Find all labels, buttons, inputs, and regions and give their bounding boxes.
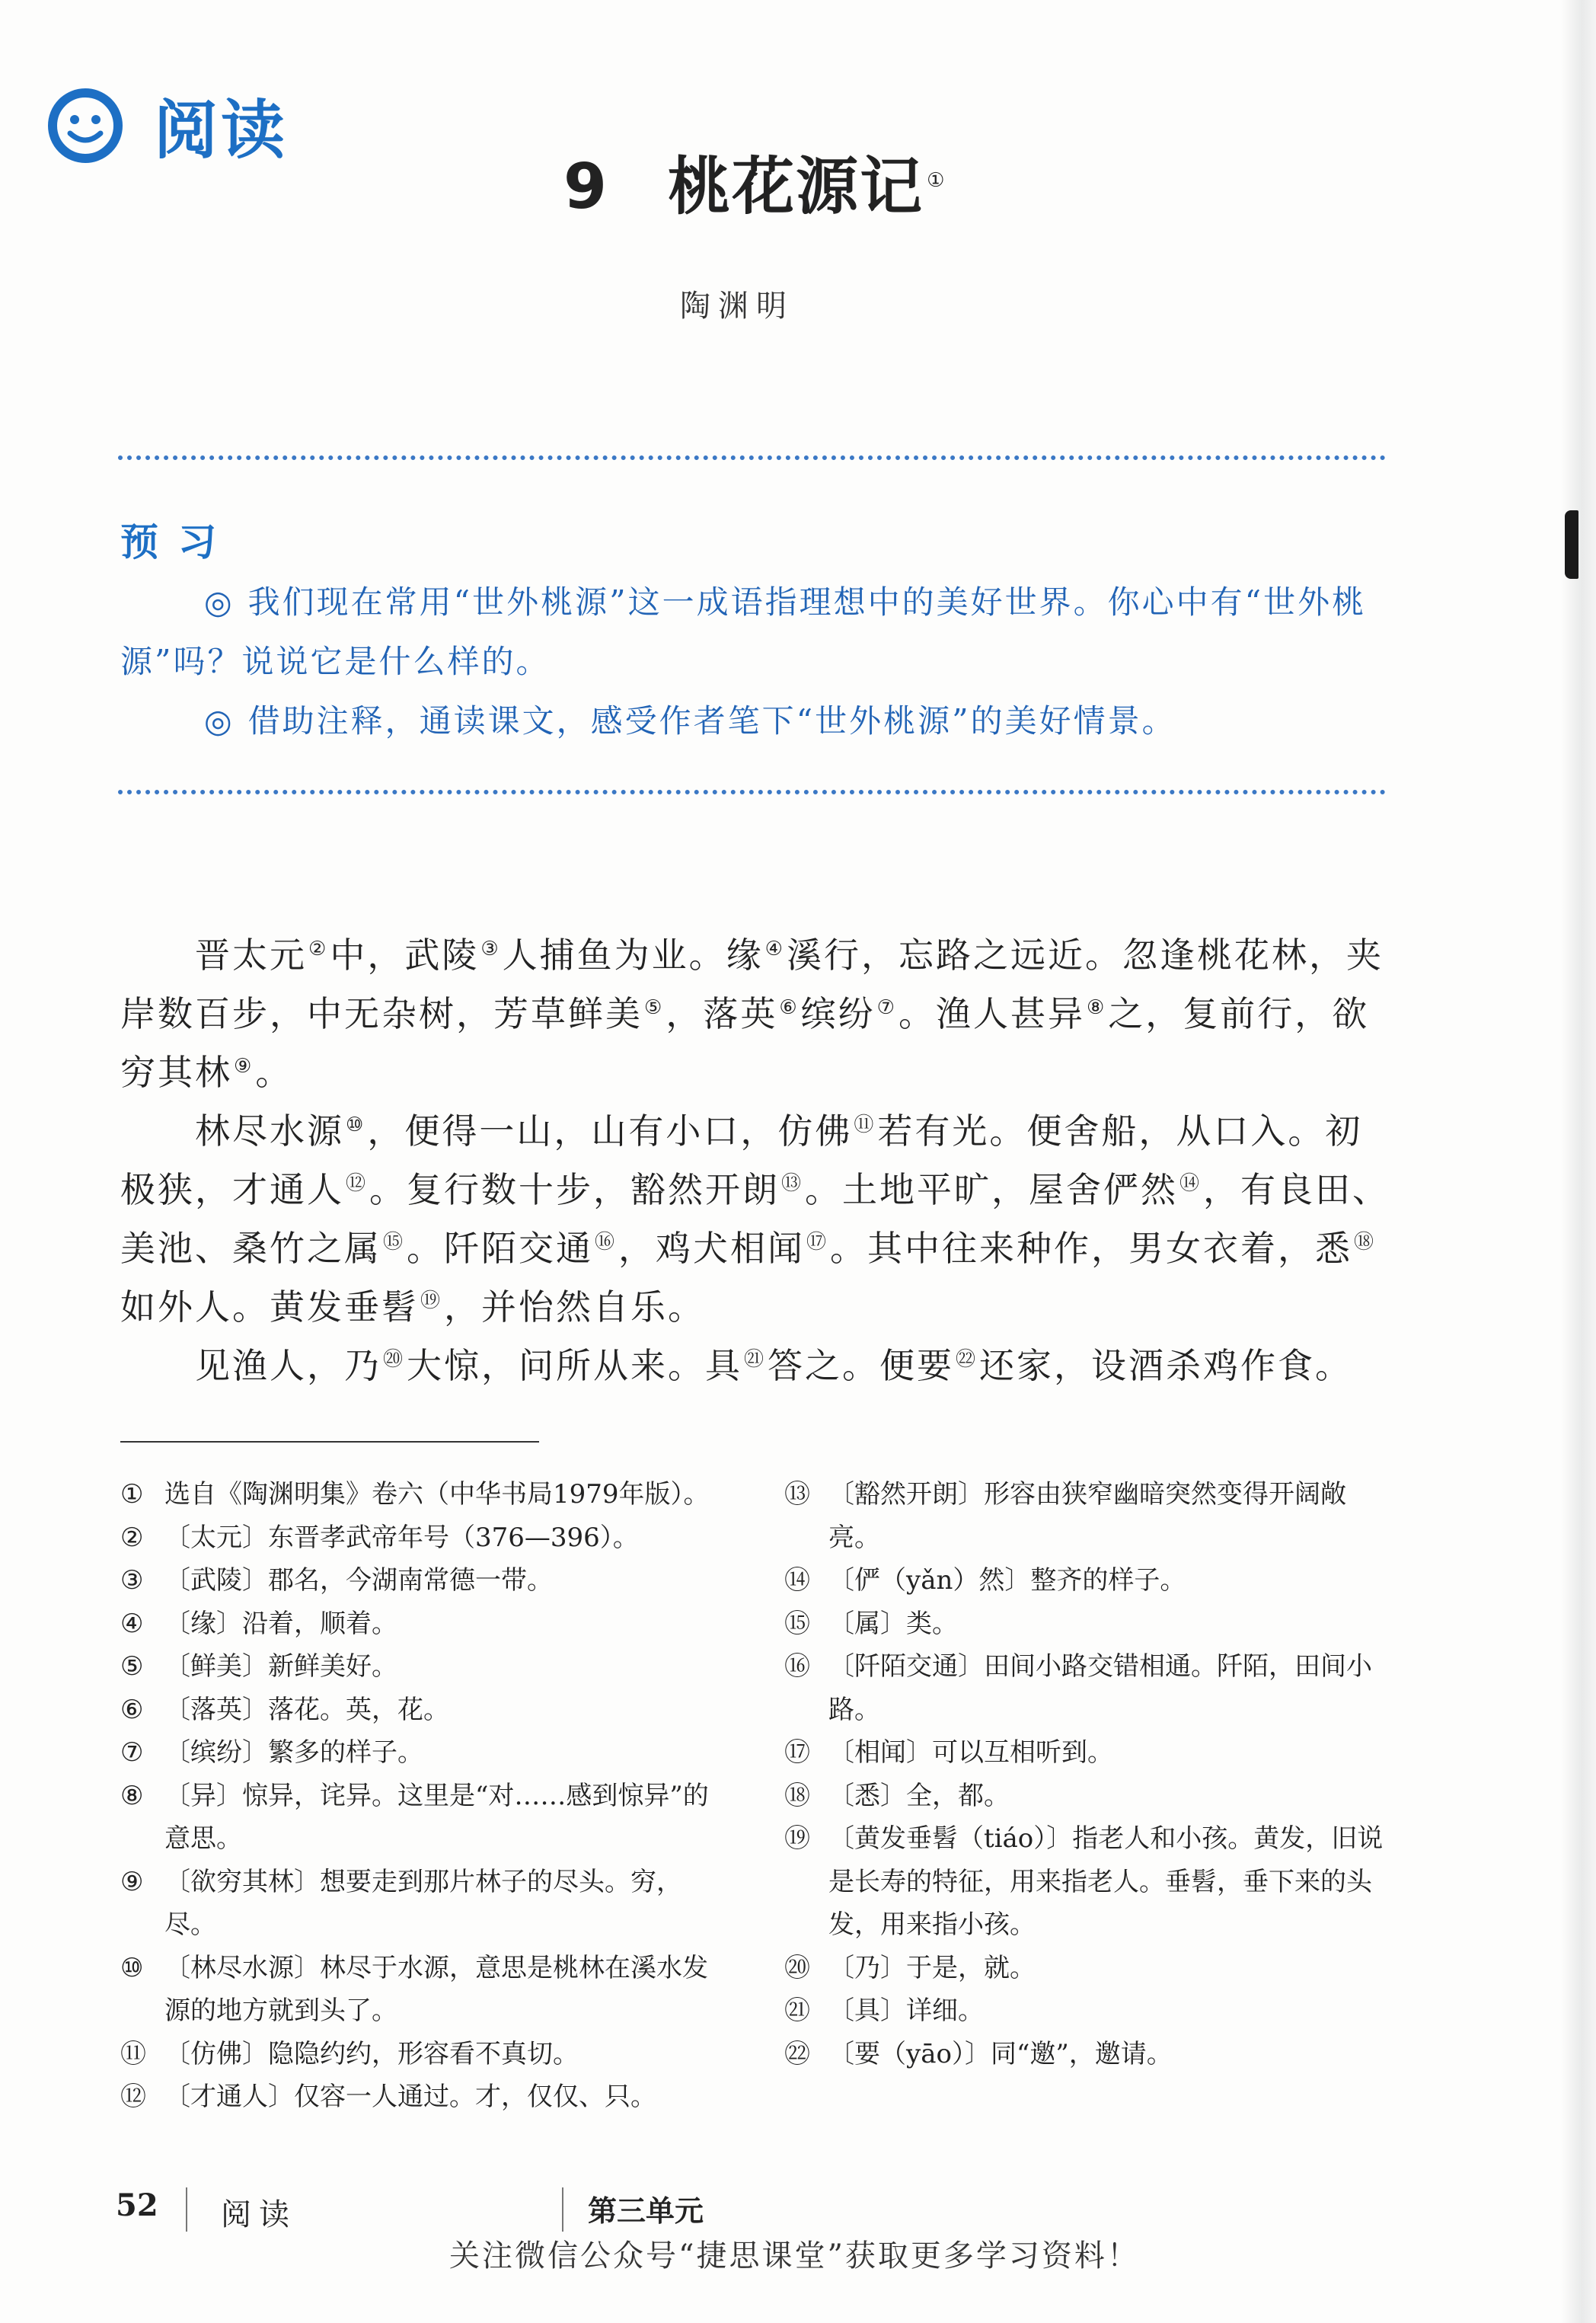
footnote-number: ⑳ — [784, 1952, 810, 1983]
footnote-text: 〔鲜美〕新鲜美好。 — [164, 1651, 397, 1682]
footnote — [784, 1989, 1393, 2033]
footnotes-right — [784, 1473, 1393, 2075]
text-run: 。渔人甚异 — [898, 993, 1085, 1034]
footnote-number: ⑩ — [120, 1952, 144, 1983]
footer-divider — [562, 2187, 563, 2232]
footnote — [120, 1559, 722, 1602]
footnote — [784, 1559, 1393, 1602]
footnote — [784, 1473, 1393, 1559]
text-run: 。复行数十步，豁然开朗 — [369, 1169, 780, 1210]
text-run: ，落英 — [666, 993, 778, 1034]
footnote — [120, 1775, 722, 1861]
footnote-rule — [120, 1441, 539, 1443]
footnote-marker: ⑤ — [644, 995, 665, 1019]
footnote-text: 〔才通人〕仅容一人通过。才，仅仅、只。 — [164, 2082, 656, 2112]
text-run: 大惊，问所从来。具 — [407, 1345, 743, 1386]
footnote — [120, 1947, 722, 2033]
footnote-number: ⑦ — [120, 1737, 144, 1768]
preview-item-2-text: 借助注释，通读课文，感受作者笔下“世外桃源”的美好情景。 — [247, 702, 1176, 740]
footnote-marker: ⑨ — [234, 1054, 254, 1078]
footer-unit: 第三单元 — [588, 2194, 704, 2228]
text-run: ，便得一山，山有小口，仿佛 — [367, 1110, 853, 1152]
footnote — [120, 1861, 722, 1947]
footnote-number: ③ — [120, 1565, 144, 1596]
footnote-number: ⑨ — [120, 1866, 144, 1897]
footnote-text: 〔要（yāo）〕同“邀”，邀请。 — [828, 2038, 1173, 2069]
footnote-number: ⑫ — [120, 2082, 146, 2112]
footnote-number: ⑮ — [784, 1608, 810, 1639]
footnote-marker: ㉒ — [956, 1347, 978, 1371]
preview-bottom-divider — [118, 790, 1386, 794]
footnote — [120, 1602, 722, 1646]
footnote-marker: ⑪ — [854, 1113, 876, 1136]
footnote-text: 〔落英〕落花。英，花。 — [164, 1694, 449, 1725]
paragraph-2 — [120, 1102, 1392, 1337]
footnote-marker: ⑳ — [383, 1347, 406, 1371]
footnote-marker: ⑬ — [781, 1171, 804, 1195]
binding-mark — [1565, 510, 1578, 579]
text-run: 缤纷 — [800, 993, 876, 1034]
footnote — [120, 2075, 722, 2119]
footnote-text: 〔仿佛〕隐隐约约，形容看不真切。 — [164, 2038, 579, 2069]
footnote-text: 〔豁然开朗〕形容由狭窄幽暗突然变得开阔敞亮。 — [828, 1479, 1346, 1553]
footnote-text: 〔属〕类。 — [828, 1608, 958, 1639]
footnote-number: ② — [120, 1522, 144, 1553]
footnote — [120, 1516, 722, 1560]
footnote — [120, 2033, 722, 2076]
footnote — [120, 1731, 722, 1775]
text-run: 还家，设酒杀鸡作食。 — [979, 1345, 1353, 1386]
watermark-text: 关注微信公众号“捷思课堂”获取更多学习资料！ — [449, 2238, 1140, 2273]
section-label: 阅读 — [154, 93, 289, 168]
footnote-marker: ⑥ — [779, 995, 800, 1019]
footnote-number: ⑱ — [784, 1780, 810, 1811]
footnote — [784, 1731, 1393, 1775]
preview-heading: 预习 — [120, 519, 236, 564]
footnote-number: ⑭ — [784, 1565, 810, 1596]
footnote-marker: ⑮ — [383, 1230, 406, 1254]
text-run: 。其中往来种作，男女衣着，悉 — [830, 1228, 1353, 1269]
footnote-text: 〔缘〕沿着，顺着。 — [164, 1608, 397, 1639]
text-run: 晋太元 — [195, 935, 307, 976]
paragraph-3 — [120, 1337, 1392, 1395]
footnote-text: 〔武陵〕郡名，今湖南常德一带。 — [164, 1565, 553, 1596]
footnote-marker: ④ — [764, 937, 785, 960]
footnote — [784, 1817, 1393, 1947]
text-run: 若有光。便舍船，从口入。初极狭，才通人 — [120, 1110, 1363, 1210]
page-number: 52 — [116, 2187, 158, 2223]
footnote-marker: ㉑ — [744, 1347, 767, 1371]
text-run: ，有良田、美池、桑竹之属 — [120, 1169, 1390, 1269]
footnote-text: 选自《陶渊明集》卷六（中华书局1979年版）。 — [164, 1479, 710, 1510]
preview-item-1 — [120, 573, 1388, 692]
footnote-marker: ⑰ — [806, 1230, 829, 1254]
footnote-marker: ⑭ — [1179, 1171, 1202, 1195]
footnote-text: 〔俨（yǎn）然〕整齐的样子。 — [828, 1565, 1186, 1596]
footnote-marker: ⑯ — [595, 1230, 618, 1254]
footnote-marker: ⑦ — [876, 995, 897, 1019]
text-run: 之，复前行，欲穷其林 — [120, 993, 1370, 1093]
footnote-number: ⑬ — [784, 1479, 810, 1510]
footnote-text: 〔缤纷〕繁多的样子。 — [164, 1737, 423, 1768]
section-badge — [47, 79, 288, 171]
text-run: 。 — [255, 1052, 293, 1093]
footer-divider — [186, 2187, 187, 2232]
footnote-text: 〔乃〕于是，就。 — [828, 1952, 1036, 1983]
footnote-marker: ⑫ — [346, 1171, 369, 1195]
footnote-marker: ② — [308, 937, 329, 960]
smiley-icon — [47, 88, 123, 164]
text-run: 人捕鱼为业。缘 — [502, 935, 764, 976]
text-run: 见渔人，乃 — [195, 1345, 381, 1386]
bullet-icon: ◎ — [204, 702, 235, 740]
text-run: ，鸡犬相闻 — [618, 1228, 806, 1269]
footnote — [784, 1947, 1393, 1990]
footnote-text: 〔太元〕东晋孝武帝年号（376—396）。 — [164, 1522, 639, 1553]
footnote — [784, 1775, 1393, 1818]
preview-top-divider — [118, 455, 1386, 460]
footnote-number: ⑯ — [784, 1651, 810, 1682]
text-run: 林尽水源 — [195, 1110, 344, 1152]
text-run: 。土地平旷，屋舍俨然 — [805, 1169, 1179, 1210]
footer-section: 阅读 — [221, 2197, 297, 2232]
footnote-text: 〔相闻〕可以互相听到。 — [828, 1737, 1113, 1768]
footnote — [120, 1689, 722, 1732]
footnote-number: ⑰ — [784, 1737, 810, 1768]
footnote-marker: ⑩ — [346, 1113, 366, 1136]
footnote-marker: ③ — [480, 937, 501, 960]
lesson-number: 9 — [563, 151, 608, 223]
footnote-number: ⑪ — [120, 2038, 146, 2069]
footnote-number: ① — [120, 1479, 144, 1510]
lesson-name-text: 桃花源记 — [668, 151, 924, 223]
author: 陶渊明 — [680, 289, 794, 324]
footnote-text: 〔具〕详细。 — [828, 1995, 984, 2026]
footnote-number: ⑲ — [784, 1823, 810, 1854]
title-footnote-marker: ① — [927, 168, 946, 192]
footnote-marker: ⑧ — [1086, 995, 1107, 1019]
paragraph-1 — [120, 926, 1392, 1102]
lesson-name — [668, 151, 946, 223]
text-run: ，并怡然自乐。 — [444, 1286, 706, 1328]
text-run: 溪行，忘路之远近。忽逢桃花林，夹岸数百步，中无杂树，芳草鲜美 — [120, 935, 1384, 1034]
text-run: 。阡陌交通 — [407, 1228, 594, 1269]
text-run: 中，武陵 — [330, 935, 480, 976]
footnote — [120, 1473, 722, 1516]
text-run: 如外人。黄发垂髫 — [120, 1286, 419, 1328]
footnote-text: 〔悉〕全，都。 — [828, 1780, 1010, 1811]
preview-item-2 — [120, 692, 1388, 751]
footnote-number: ㉒ — [784, 2038, 810, 2069]
footnote-number: ㉑ — [784, 1995, 810, 2026]
footnote-text: 〔黄发垂髫（tiáo）〕指老人和小孩。黄发，旧说是长寿的特征，用来指老人。垂髫，垂下来的头发，用来指小孩。 — [828, 1823, 1384, 1940]
footnote-marker: ⑱ — [1354, 1230, 1377, 1254]
footnote — [120, 1645, 722, 1689]
footnote-text: 〔异〕惊异，诧异。这里是“对……感到惊异”的意思。 — [164, 1780, 709, 1854]
text-run: 答之。便要 — [768, 1345, 955, 1386]
bullet-icon: ◎ — [204, 583, 235, 621]
footnote — [784, 2033, 1393, 2076]
footnote-number: ④ — [120, 1608, 144, 1639]
preview-item-1-text: 我们现在常用“世外桃源”这一成语指理想中的美好世界。你心中有“世外桃源”吗？说说它是什么样的。 — [120, 583, 1367, 680]
main-text — [120, 926, 1392, 1395]
footnotes-left — [120, 1473, 722, 2119]
footnote-number: ⑥ — [120, 1694, 144, 1725]
footnote-number: ⑤ — [120, 1651, 144, 1682]
footnote-text: 〔林尽水源〕林尽于水源，意思是桃林在溪水发源的地方就到头了。 — [164, 1952, 708, 2026]
footnote — [784, 1645, 1393, 1731]
footnote-marker: ⑲ — [420, 1289, 443, 1312]
footnote-number: ⑧ — [120, 1780, 144, 1811]
footnote-text: 〔阡陌交通〕田间小路交错相通。阡陌，田间小路。 — [828, 1651, 1372, 1725]
lesson-title — [563, 151, 946, 223]
footnote-text: 〔欲穷其林〕想要走到那片林子的尽头。穷，尽。 — [164, 1866, 682, 1940]
scanned-page-edge — [1561, 0, 1596, 2323]
footnote — [784, 1602, 1393, 1646]
